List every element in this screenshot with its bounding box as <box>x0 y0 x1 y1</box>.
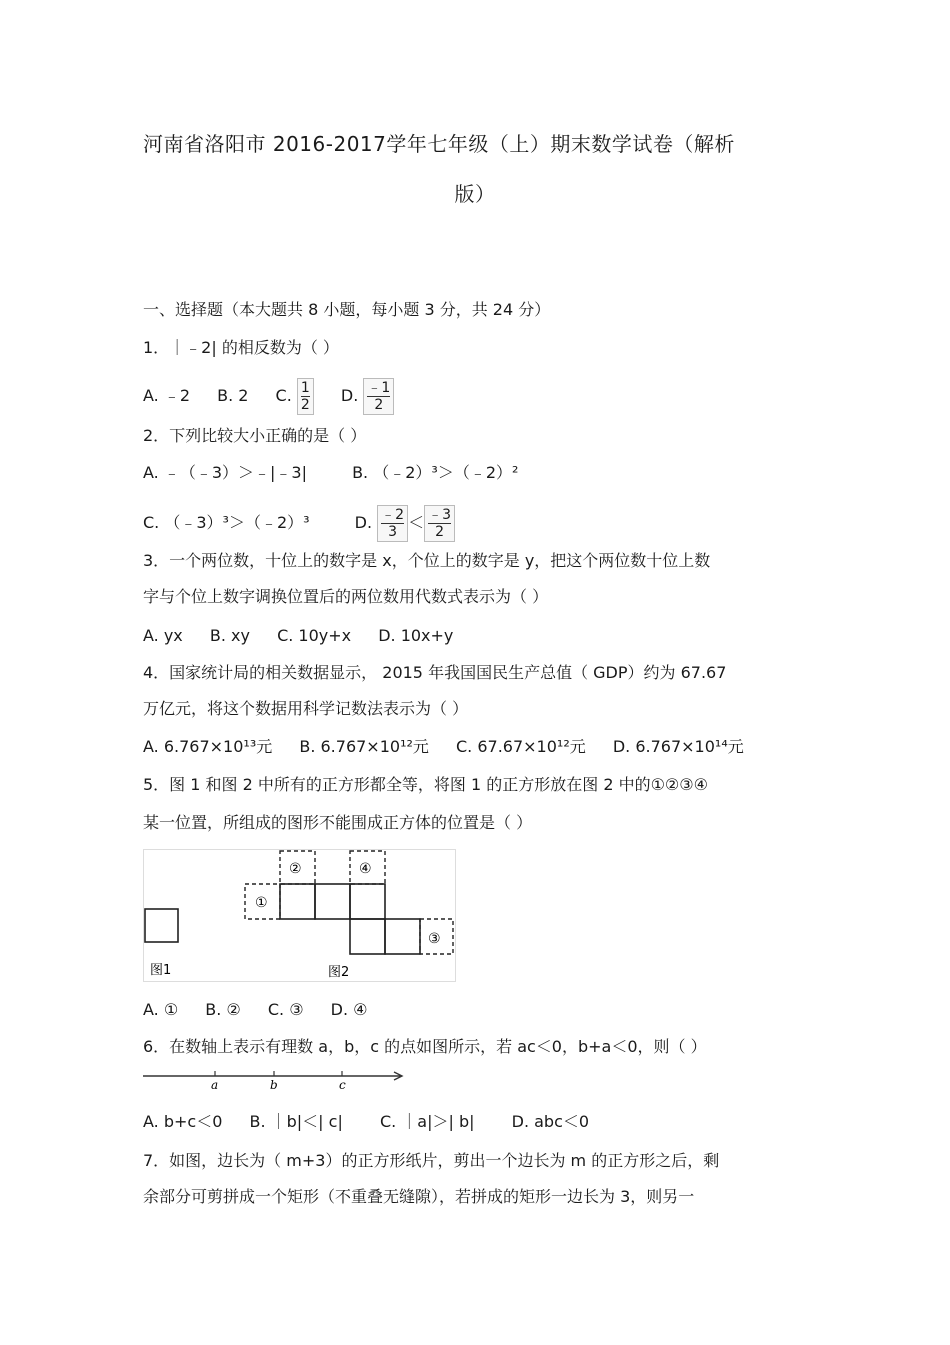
net-square <box>350 884 385 919</box>
q1-option-c-label: C. <box>275 386 292 405</box>
q1-c-num: 1 <box>300 380 310 396</box>
position-3-label: ③ <box>428 931 441 947</box>
q3-option-d: D. 10x+y <box>378 626 454 645</box>
q1-c-den: 2 <box>300 397 310 413</box>
q4-option-c: C. 67.67×10¹²元 <box>456 737 586 756</box>
fig1-label: 图1 <box>150 963 172 978</box>
q1-option-b: B. 2 <box>217 386 249 405</box>
q3-options <box>143 625 475 647</box>
q2-option-a: A. ﹣（﹣3）＞﹣|﹣3| <box>143 463 307 482</box>
q2-stem: 2．下列比较大小正确的是（ ） <box>143 426 367 445</box>
q1-c-fraction <box>297 378 314 415</box>
q6-option-a: A. b+c＜0 <box>143 1112 223 1131</box>
q2-options-row2 <box>143 505 477 542</box>
label-c: c <box>339 1078 346 1092</box>
q5-option-d: D. ④ <box>330 1000 368 1019</box>
q4-stem-line2: 万亿元，将这个数据用科学记数法表示为（ ） <box>143 699 469 718</box>
q5-option-a: A. ① <box>143 1000 179 1019</box>
q4-stem-line1: 4．国家统计局的相关数据显示， 2015 年我国国民生产总值（ GDP）约为 67.67 <box>143 663 727 682</box>
q7-stem-line1: 7．如图，边长为（ m+3）的正方形纸片，剪出一个边长为 m 的正方形之后，剩 <box>143 1151 720 1170</box>
number-line-figure <box>143 1068 405 1092</box>
q7-stem-line2: 余部分可剪拼成一个矩形（不重叠无缝隙），若拼成的矩形一边长为 3，则另一 <box>143 1187 695 1206</box>
q3-stem-line1: 3．一个两位数，十位上的数字是 x，个位上的数字是 y，把这个两位数十位上数 <box>143 551 711 570</box>
q1-option-a: A. ﹣2 <box>143 386 191 405</box>
q2-option-b: B. （﹣2）³＞（﹣2）² <box>352 463 519 482</box>
fig2-label: 图2 <box>328 965 350 980</box>
q5-stem-line1: 5．图 1 和图 2 中所有的正方形都全等，将图 1 的正方形放在图 2 中的①②③④ <box>143 775 708 794</box>
doc-title-line2: 版） <box>454 182 496 206</box>
q3-stem-line2: 字与个位上数字调换位置后的两位数用代数式表示为（ ） <box>143 587 549 606</box>
q2-d-right-num: ﹣3 <box>428 507 451 523</box>
q1-option-d-label: D. <box>340 386 359 405</box>
q4-option-b: B. 6.767×10¹²元 <box>299 737 429 756</box>
q1-option-c <box>276 378 314 415</box>
q2-d-left-num: ﹣2 <box>381 507 405 523</box>
fig1-square <box>145 909 178 942</box>
position-1-label: ① <box>255 895 268 911</box>
position-4-label: ④ <box>359 861 372 877</box>
net-square <box>280 884 315 919</box>
q4-option-d: D. 6.767×10¹⁴元 <box>612 737 744 756</box>
q2-option-d <box>355 505 455 542</box>
q2-option-d-label: D. <box>354 513 373 532</box>
q1-option-d <box>341 378 394 415</box>
q5-option-b: B. ② <box>205 1000 241 1019</box>
q5-option-c: C. ③ <box>267 1000 304 1019</box>
q6-option-d: D. abc＜0 <box>511 1112 590 1131</box>
q2-d-left-den: 3 <box>388 524 398 540</box>
label-a: a <box>211 1078 219 1092</box>
q2-d-operator: ＜ <box>408 513 425 532</box>
doc-title-line1: 河南省洛阳市 2016-2017学年七年级（上）期末数学试卷（解析 <box>143 132 735 156</box>
q1-d-fraction <box>363 378 394 415</box>
q3-option-c: C. 10y+x <box>277 626 352 645</box>
net-square <box>350 919 385 954</box>
q2-option-c: C. （﹣3）³＞（﹣2）³ <box>143 513 310 532</box>
q4-option-a: A. 6.767×10¹³元 <box>143 737 273 756</box>
q2-d-right-fraction <box>424 505 455 542</box>
q6-option-b: B. ｜b|＜| c| <box>249 1112 343 1131</box>
q1-options <box>143 378 416 415</box>
q3-option-b: B. xy <box>209 626 250 645</box>
q1-d-den: 2 <box>374 397 384 413</box>
q1-stem: 1．｜﹣2| 的相反数为（ ） <box>143 338 339 357</box>
q5-options <box>143 999 390 1021</box>
q6-options <box>143 1111 611 1133</box>
position-2-label: ② <box>289 861 302 877</box>
q6-stem: 6．在数轴上表示有理数 a，b，c 的点如图所示，若 ac＜0，b+a＜0，则（ ） <box>143 1037 707 1056</box>
q1-d-num: ﹣1 <box>367 380 391 396</box>
cube-net-figure <box>143 849 456 982</box>
net-square <box>385 919 420 954</box>
net-square <box>315 884 350 919</box>
section-heading: 一、选择题（本大题共 8 小题，每小题 3 分，共 24 分） <box>143 300 551 319</box>
q6-option-c: C. ｜a|＞| b| <box>379 1112 475 1131</box>
q2-options-row1 <box>143 462 540 484</box>
q2-d-left-fraction <box>377 505 408 542</box>
label-b: b <box>270 1078 278 1092</box>
q3-option-a: A. yx <box>143 626 183 645</box>
q2-d-right-den: 2 <box>435 524 444 540</box>
q5-stem-line2: 某一位置，所组成的图形不能围成正方体的位置是（ ） <box>143 813 533 832</box>
q4-options <box>143 736 766 758</box>
